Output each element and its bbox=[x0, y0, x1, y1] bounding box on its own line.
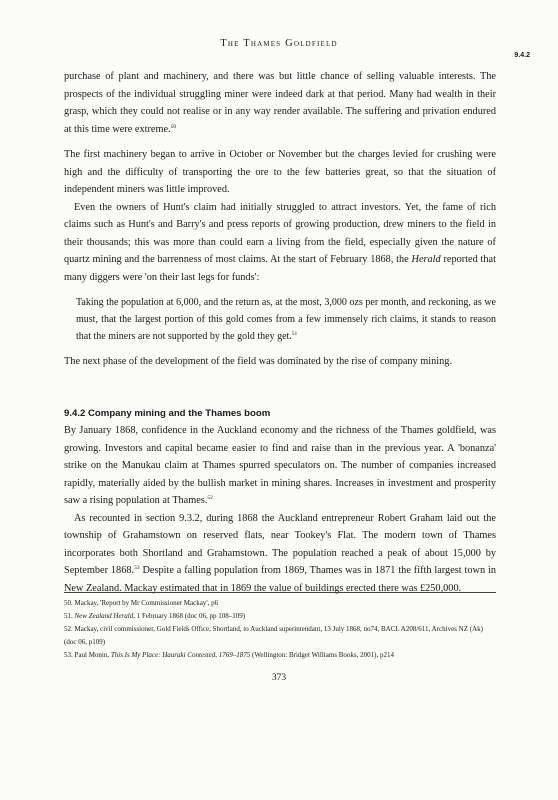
page-number: 373 bbox=[271, 673, 287, 683]
footnote-ref-52: 52 bbox=[207, 495, 213, 501]
footnote-51 bbox=[64, 610, 496, 623]
section-number: 9.4.2 bbox=[514, 52, 530, 59]
paragraph-6-text-b: Despite a falling population from 1869, Thames was in 1871 the fifth largest town in New Zealand. Mackay estimated that in 1869 the value of buildings erected there was £250,000. bbox=[64, 565, 496, 594]
footnote-53-num: 53. Paul Monin, bbox=[64, 651, 111, 659]
paragraph-3 bbox=[64, 199, 496, 287]
footnote-53-text: (Wellington: Bridget Williams Books, 2001), p214 bbox=[250, 651, 394, 659]
paragraph-6-text-a: As recounted in section 9.3.2, during 1868 the Auckland entrepreneur Robert Graham laid out the township of Grahamstown on reserved flats, near Tookey's Flat. The modern town of Thames incorporates both Shortland and Grahamstown. The population reached a peak of about 15,000 by September 1868. bbox=[64, 512, 496, 576]
footnote-51-text: , 1 February 1868 (doc 06, pp 108–109) bbox=[133, 612, 246, 620]
footnotes bbox=[64, 592, 496, 662]
block-quote bbox=[76, 294, 496, 345]
footnote-ref-51: 51 bbox=[291, 331, 298, 337]
footnote-53-italic: This Is My Place: Hauraki Contested, 1769–1875 bbox=[110, 651, 251, 659]
paragraph-2: The first machinery began to arrive in October or November but the charges levied for crushing were high and the difficulty of transporting the ore to the few batteries great, so that the situation of independent miners was little improved. bbox=[64, 149, 496, 195]
footnote-50: 50. Mackay, 'Report by Mr Commissioner Mackay', p6 bbox=[64, 599, 219, 607]
main-text bbox=[64, 68, 496, 597]
paragraph-5-text: By January 1868, confidence in the Auckland economy and the richness of the Thames goldfield, was growing. Investors and capital became easier to find and raise than in the previous year. A 'bonanza' strike on the Manukau claim at Thames spurred speculators on. The number of companies increased rapidly, materially aided by the bullish market in mining shares. Increases in investment and prosperity saw a rising population at Thames. bbox=[64, 425, 496, 506]
section-heading: 9.4.2 Company mining and the Thames boom bbox=[64, 407, 271, 419]
footnote-ref-50: 50 bbox=[170, 123, 177, 130]
paragraph-1 bbox=[64, 68, 496, 138]
paragraph-6 bbox=[64, 510, 496, 598]
running-title: The Thames Goldfield bbox=[220, 38, 338, 49]
paragraph-5 bbox=[64, 422, 496, 510]
footnote-53 bbox=[64, 649, 496, 662]
paragraph-1-text: purchase of plant and machinery, and there was but little chance of selling valuable interests. The prospects of the individual struggling miner were indeed dark at that period. Many had wealth in their grasp, which they could not realise or in any way render available. The suffering and privation endured at this time were extreme. bbox=[64, 71, 496, 135]
footnote-ref-53: 53 bbox=[134, 565, 140, 571]
paragraph-3-text-a: Even the owners of Hunt's claim had initially struggled to attract investors. Yet, the fame of rich claims such as Hunt's and Barry's and press reports of growing production, drew miners to the field in their thousands; this was more than could earn a living from the field, especially given the nature of quartz mining and the barrenness of most claims. At the start of February 1868, the bbox=[64, 201, 496, 265]
paragraph-3-text-b: reported that many diggers were 'on their last legs for funds': bbox=[64, 254, 496, 283]
footnote-52: 52. Mackay, civil commissioner, Gold Fields Office, Shortland, to Auckland superintendant, 13 July 1868, no74, BACL A208/611, Archives NZ (Ak) (doc 06, p109) bbox=[64, 625, 483, 646]
paragraph-3-italic: Herald bbox=[411, 254, 441, 265]
paragraph-4: The next phase of the development of the field was dominated by the rise of company mining. bbox=[64, 356, 453, 367]
footnote-51-italic: New Zealand Herald bbox=[74, 612, 134, 620]
footnote-51-num: 51. bbox=[64, 612, 75, 620]
block-quote-text: Taking the population at 6,000, and the return as, at the most, 3,000 ozs per month, and reckoning, as we must, that the largest portion of this gold comes from a few immensely rich claims, it stands to reason that the miners are not supported by the gold they get. bbox=[76, 297, 496, 342]
